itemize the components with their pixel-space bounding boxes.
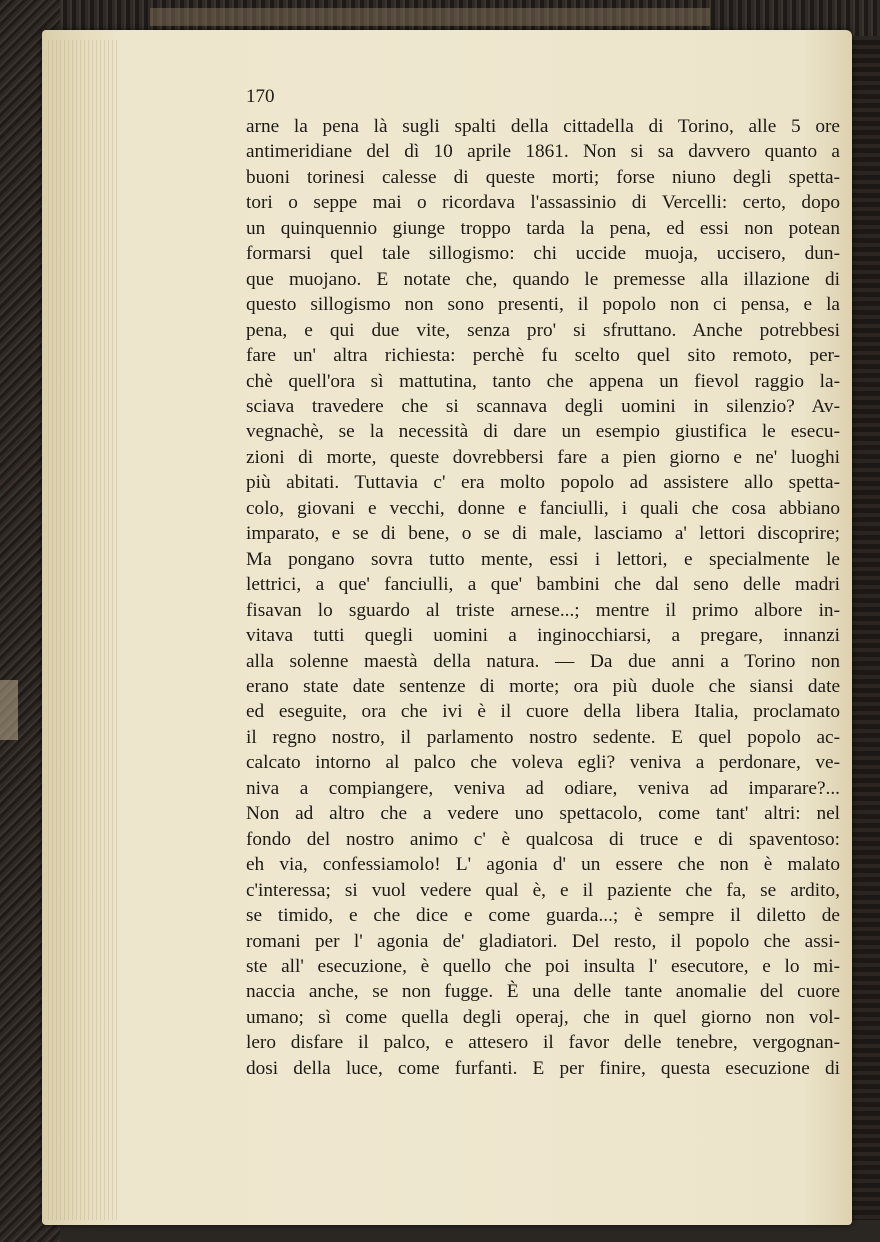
text-line: colo, giovani e vecchi, donne e fanciulli, i quali che cosa abbiano xyxy=(246,497,840,519)
text-line: umano; sì come quella degli operaj, che in quel giorno non vol- xyxy=(246,1006,840,1028)
page-body-text xyxy=(246,88,840,1081)
text-line: Ma pongano sovra tutto mente, essi i lettori, e specialmente le xyxy=(246,548,840,570)
text-line: romani per l' agonia de' gladiatori. Del resto, il popolo che assi- xyxy=(246,930,840,952)
text-line: lettrici, a que' fanciulli, a que' bambini che dal seno delle madri xyxy=(246,574,840,596)
text-line: vegnachè, se la necessità di dare un esempio giustifica le esecu- xyxy=(246,421,840,443)
text-line: ste all' esecuzione, è quello che poi insulta l' esecutore, e lo mi- xyxy=(246,955,840,977)
text-line: niva a compiangere, veniva ad odiare, veniva ad imparare?... xyxy=(246,777,840,799)
text-line: c'interessa; si vuol vedere qual è, e il paziente che fa, se ardito, xyxy=(246,879,840,901)
text-line: Non ad altro che a vedere uno spettacolo, come tant' altri: nel xyxy=(246,803,840,825)
text-line: un quinquennio giunge troppo tarda la pena, ed essi non potean xyxy=(246,217,840,239)
text-line: più abitati. Tuttavia c' era molto popolo ad assistere allo spetta- xyxy=(246,472,840,494)
text-line: erano state date sentenze di morte; ora più duole che siansi date xyxy=(246,675,840,697)
text-line: questo sillogismo non sono presenti, il popolo non ci pensa, e la xyxy=(246,294,840,316)
text-line: lero disfare il palco, e attesero il favor delle tenebre, vergognan- xyxy=(246,1032,840,1054)
text-line: fondo del nostro animo c' è qualcosa di truce e di spaventoso: xyxy=(246,828,840,850)
text-line: que muojano. E notate che, quando le premesse alla illazione di xyxy=(246,268,840,290)
text-line: ed eseguite, ora che ivi è il cuore della libera Italia, proclamato xyxy=(246,701,840,723)
text-line: sciava travedere che si scannava degli uomini in silenzio? Av- xyxy=(246,395,840,417)
book-right-edge xyxy=(848,40,880,1220)
text-line: eh via, confessiamolo! L' agonia d' un essere che non è malato xyxy=(246,854,840,876)
text-line: alla solenne maestà della natura. — Da due anni a Torino non xyxy=(246,650,840,672)
text-line: imparato, e se di bene, o se di male, lasciamo a' lettori discoprire; xyxy=(246,523,840,545)
text-line: il regno nostro, il parlamento nostro sedente. E quel popolo ac- xyxy=(246,726,840,748)
text-line: fisavan lo sguardo al triste arnese...; mentre il primo albore in- xyxy=(246,599,840,621)
binding-worn-mark xyxy=(0,680,18,740)
text-line: calcato intorno al palco che voleva egli? veniva a perdonare, ve- xyxy=(246,752,840,774)
text-line: zioni di morte, queste dovrebbersi fare a pien giorno e ne' luoghi xyxy=(246,446,840,468)
binding-label-strip xyxy=(150,8,710,26)
text-line: antimeridiane del dì 10 aprile 1861. Non si sa davvero quanto a xyxy=(246,141,840,163)
text-line: pena, e qui due vite, senza pro' si sfruttano. Anche potrebbesi xyxy=(246,319,840,341)
text-line: dosi della luce, come furfanti. E per finire, questa esecuzione di xyxy=(246,1057,840,1079)
text-line: buoni torinesi calesse di queste morti; forse niuno degli spetta- xyxy=(246,166,840,188)
text-line: vitava tutti quegli uomini a inginocchiarsi, a pregare, innanzi xyxy=(246,625,840,647)
text-line: tori o seppe mai o ricordava l'assassinio di Vercelli: certo, dopo xyxy=(246,192,840,214)
text-line: formarsi quel tale sillogismo: chi uccide muoja, uccisero, dun- xyxy=(246,243,840,265)
text-line: arne la pena là sugli spalti della cittadella di Torino, alle 5 ore xyxy=(246,116,840,137)
text-line: se timido, e che dice e come guarda...; è sempre il diletto de xyxy=(246,905,840,927)
page-edges-gutter xyxy=(48,40,118,1220)
text-line: fare un' altra richiesta: perchè fu scelto quel sito remoto, per- xyxy=(246,345,840,367)
text-line: chè quell'ora sì mattutina, tanto che appena un fievol raggio la- xyxy=(246,370,840,392)
page-number: 170 xyxy=(246,86,275,107)
text-line: naccia anche, se non fugge. È una delle tante anomalie del cuore xyxy=(246,981,840,1003)
